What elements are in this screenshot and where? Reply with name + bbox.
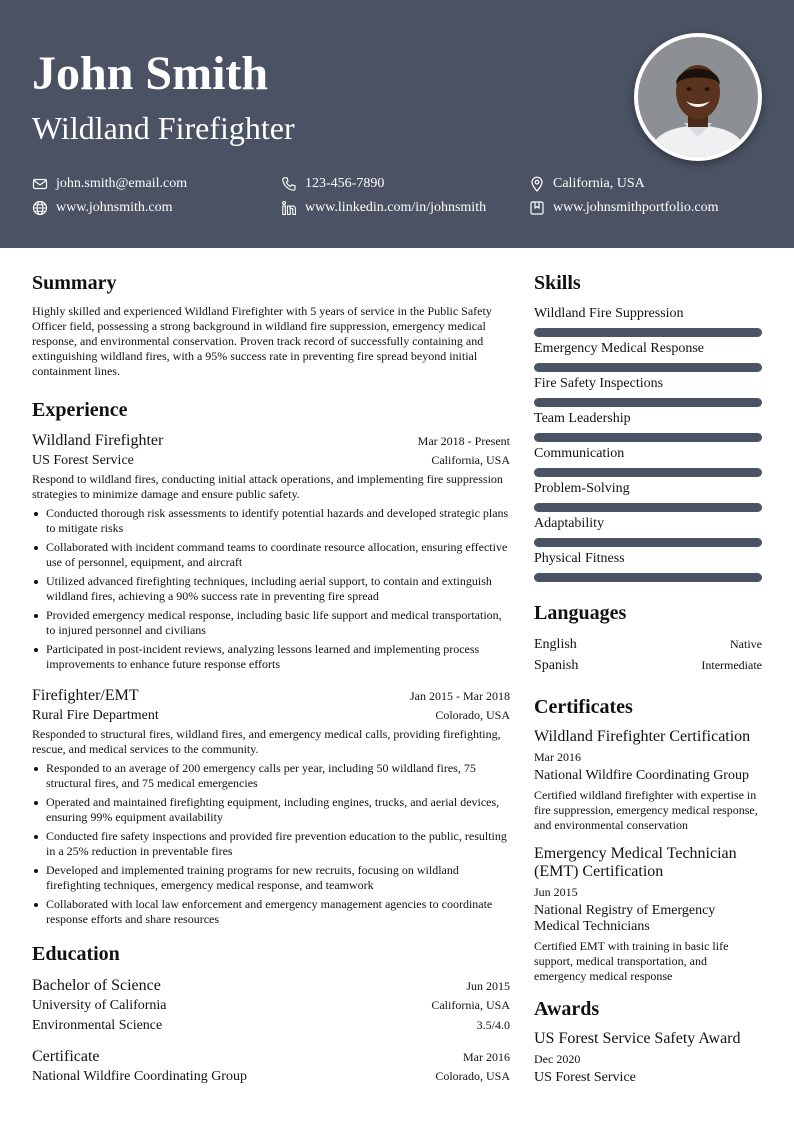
job-bullets [32,506,510,672]
skill-level-fill [534,328,762,337]
skill-level-fill [534,503,762,512]
phone-text[interactable]: 123-456-7890 [305,176,385,191]
awards-heading: Awards [534,998,600,1020]
job-bullets [32,761,510,927]
summary-text: Highly skilled and experienced Wildland Firefighter with 5 years of service in the Public Safety Officer field, possessing a strong background in wildland fire suppression, emergency medical response, and environmental conservation. Proven track record of successfully containing and extinguishing wildland fires, with a 95% success rate in preventing fire spread beyond initial containment lines. [32,304,492,378]
job-bullet: Conducted thorough risk assessments to identify potential hazards and developed strategic plans to mitigate risks [32,506,510,536]
job-description: Respond to wildland fires, conducting initial attack operations, and implementing fire suppression strategies to minimize damage and ensure public safety. [32,472,503,501]
skill-level-bar [534,468,762,477]
portfolio-link[interactable]: www.johnsmithportfolio.com [553,200,719,215]
job-bullet: Provided emergency medical response, including basic life support and medical transportation, to injured personnel and civilians [32,608,510,638]
certificate-org: National Registry of Emergency Medical Technicians [534,903,716,934]
experience-heading: Experience [32,399,128,421]
skills-heading: Skills [534,272,581,294]
skill-name: Adaptability [534,516,604,531]
candidate-name: John Smith [32,47,269,100]
profile-photo [634,33,762,161]
skill-level-fill [534,433,762,442]
job-bullet: Participated in post-incident reviews, analyzing lessons learned and implementing process improvements to enhance future response efforts [32,642,510,672]
skill-name: Problem-Solving [534,481,630,496]
portfolio-icon [529,200,545,216]
skill-name: Emergency Medical Response [534,341,705,356]
skill-item [534,549,762,582]
job-location: Colorado, USA [435,708,510,722]
award-name: US Forest Service Safety Award [534,1030,741,1047]
education-entry [32,975,510,1036]
skill-level-bar [534,503,762,512]
skill-level-bar [534,573,762,582]
email-text[interactable]: john.smith@email.com [56,176,188,191]
certificate-name: Wildland Firefighter Certification [534,728,751,745]
education-location: Colorado, USA [435,1069,510,1083]
certificates-heading: Certificates [534,696,633,718]
job-dates: Jan 2015 - Mar 2018 [410,689,510,703]
education-degree: Bachelor of Science [32,977,161,994]
linkedin-icon [281,200,297,216]
job-bullet: Utilized advanced firefighting techniques, including aerial support, to contain and extinguish wildland fires, achieving a 90% success rate in preventing fire spread [32,574,510,604]
certificate-date: Jun 2015 [534,885,578,899]
linkedin-link[interactable]: www.linkedin.com/in/johnsmith [305,200,487,215]
skill-level-fill [534,363,762,372]
phone-icon [281,176,297,192]
summary-heading: Summary [32,272,117,294]
certificate-entry [534,728,762,833]
languages-section [534,600,762,676]
education-field: Environmental Science [32,1018,163,1033]
job-entry [32,431,510,672]
skill-item [534,304,762,337]
skills-list [534,304,762,582]
contact-website[interactable] [32,199,173,217]
globe-icon [32,200,48,216]
skill-name: Fire Safety Inspections [534,376,664,391]
skill-item [534,444,762,477]
skill-name: Team Leadership [534,411,631,426]
experience-section [32,397,510,927]
languages-heading: Languages [534,602,627,624]
certificate-org: National Wildfire Coordinating Group [534,768,749,783]
job-description: Responded to structural fires, wildland fires, and emergency medical calls, providing firefighting, rescue, and medical services to the community. [32,727,501,756]
job-bullet: Conducted fire safety inspections and provided fire prevention education to the public, resulting in a 25% reduction in preventable fires [32,829,510,859]
skill-level-bar [534,363,762,372]
skill-item [534,514,762,547]
skill-level-fill [534,573,762,582]
skill-name: Wildland Fire Suppression [534,306,684,321]
contact-location [529,175,645,193]
language-item [534,655,762,676]
location-pin-icon [529,176,545,192]
job-bullet: Operated and maintained firefighting equipment, including engines, trucks, and aerial devices, ensuring 99% equipment availability [32,795,510,825]
skill-item [534,479,762,512]
language-item [534,634,762,655]
job-title: Firefighter/EMT [32,687,139,704]
location-text: California, USA [553,176,645,191]
skill-level-fill [534,398,762,407]
skill-level-fill [534,468,762,477]
certificate-desc: Certified wildland firefighter with expertise in fire suppression, emergency medical response, and environmental conservation [534,788,758,832]
skill-level-bar [534,433,762,442]
job-bullet: Collaborated with local law enforcement and emergency management agencies to coordinate response efforts and share resources [32,897,510,927]
education-degree: Certificate [32,1048,100,1065]
award-org: US Forest Service [534,1070,636,1085]
education-section [32,941,510,1087]
skill-level-bar [534,538,762,547]
education-heading: Education [32,943,120,965]
job-title: Wildland Firefighter [32,432,164,449]
language-level: Intermediate [701,658,762,672]
certificate-date: Mar 2016 [534,750,581,764]
contact-linkedin[interactable] [281,199,486,217]
job-bullet: Collaborated with incident command teams to coordinate resource allocation, ensuring effective use of personnel, equipment, and aircraft [32,540,510,570]
education-date: Mar 2016 [463,1050,510,1064]
avatar-portrait-icon [638,37,758,157]
skill-level-bar [534,328,762,337]
job-bullet: Developed and implemented training programs for new recruits, focusing on wildland firefighting techniques, emergency medical response, and teamwork [32,863,510,893]
awards-section [534,996,762,1086]
contact-portfolio[interactable] [529,199,719,217]
skill-name: Communication [534,446,625,461]
education-school: University of California [32,998,167,1013]
candidate-title: Wildland Firefighter [32,110,295,146]
main-column [32,270,510,1097]
skill-level-fill [534,538,762,547]
award-entry [534,1030,762,1086]
job-dates: Mar 2018 - Present [417,434,510,448]
certificate-entry [534,845,762,984]
education-date: Jun 2015 [466,979,510,993]
website-link[interactable]: www.johnsmith.com [56,200,173,215]
skill-item [534,374,762,407]
language-name: Spanish [534,658,579,673]
skill-name: Physical Fitness [534,551,625,566]
job-company: Rural Fire Department [32,708,159,723]
certificate-desc: Certified EMT with training in basic life support, medical transportation, and emergency medical response [534,939,729,983]
language-level: Native [730,637,762,651]
contact-phone[interactable] [281,175,384,193]
certificates-section [534,694,762,984]
contact-email[interactable] [32,175,187,193]
education-entry [32,1046,510,1087]
job-company: US Forest Service [32,453,134,468]
language-name: English [534,637,577,652]
resume-header [0,0,794,248]
email-icon [32,176,48,192]
job-entry [32,686,510,927]
summary-section [32,270,510,379]
skill-level-bar [534,398,762,407]
job-location: California, USA [431,453,510,467]
skills-section [534,270,762,582]
side-column [534,270,762,1098]
education-location: California, USA [431,998,510,1012]
certificate-name: Emergency Medical Technician (EMT) Certification [534,845,737,880]
skill-item [534,339,762,372]
skill-item [534,409,762,442]
job-bullet: Responded to an average of 200 emergency calls per year, including 50 wildland fires, 75 structural fires, and 75 medical emergencies [32,761,510,791]
education-gpa: 3.5/4.0 [476,1018,510,1032]
award-date: Dec 2020 [534,1052,581,1066]
education-school: National Wildfire Coordinating Group [32,1069,247,1084]
